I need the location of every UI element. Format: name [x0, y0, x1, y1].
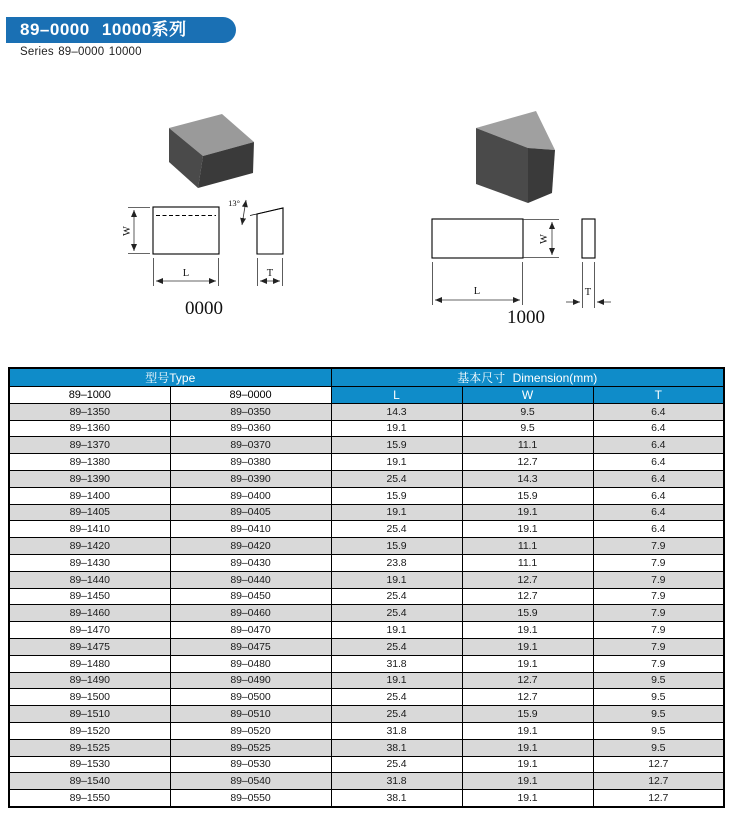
model-cell: 89–1450 [9, 588, 170, 605]
dimension-cell: 25.4 [331, 521, 462, 538]
dimension-cell: 12.7 [593, 756, 724, 773]
type-group-header: 型号Type [9, 368, 331, 387]
table-row [9, 790, 724, 807]
model-cell: 89–1530 [9, 756, 170, 773]
model-cell: 89–1420 [9, 538, 170, 555]
dimension-cell: 31.8 [331, 655, 462, 672]
dimension-cell: 19.1 [331, 622, 462, 639]
dimension-cell: 6.4 [593, 454, 724, 471]
dimension-cell: 12.7 [462, 571, 593, 588]
dimension-cell: 25.4 [331, 706, 462, 723]
dimension-cell: 12.7 [593, 773, 724, 790]
dimension-cell: 7.9 [593, 605, 724, 622]
col-header-T: T [593, 387, 724, 404]
table-row [9, 638, 724, 655]
model-cell: 89–0420 [170, 538, 331, 555]
model-cell: 89–1470 [9, 622, 170, 639]
table-header-columns [9, 387, 724, 404]
dimension-cell: 31.8 [331, 773, 462, 790]
model-cell: 89–0480 [170, 655, 331, 672]
model-cell: 89–1370 [9, 437, 170, 454]
model-cell: 89–1520 [9, 722, 170, 739]
dim-label-t-1000: T [584, 287, 592, 298]
col-header-W: W [462, 387, 593, 404]
dimension-cell: 19.1 [462, 722, 593, 739]
dimension-cell: 19.1 [462, 756, 593, 773]
table-row [9, 504, 724, 521]
table-row [9, 722, 724, 739]
col-header-89-0000: 89–0000 [170, 387, 331, 404]
dimension-cell: 15.9 [331, 487, 462, 504]
dimension-cell: 19.1 [331, 454, 462, 471]
dimension-cell: 9.5 [593, 672, 724, 689]
table-row [9, 756, 724, 773]
model-cell: 89–1430 [9, 554, 170, 571]
model-cell: 89–0500 [170, 689, 331, 706]
iso-block-0000-icon [169, 114, 254, 188]
dimension-cell: 9.5 [462, 420, 593, 437]
table-row [9, 706, 724, 723]
dimension-cell: 19.1 [462, 739, 593, 756]
model-cell: 89–1440 [9, 571, 170, 588]
series-subtitle: Series 89–0000 10000 [20, 46, 142, 58]
dimension-cell: 19.1 [331, 672, 462, 689]
dimension-cell: 19.1 [462, 521, 593, 538]
dimension-cell: 7.9 [593, 554, 724, 571]
dimension-cell: 19.1 [462, 655, 593, 672]
table-row [9, 538, 724, 555]
model-cell: 89–1540 [9, 773, 170, 790]
dimension-cell: 12.7 [593, 790, 724, 807]
table-body [9, 368, 724, 807]
model-cell: 89–0450 [170, 588, 331, 605]
dimension-cell: 15.9 [462, 487, 593, 504]
dimension-cell: 19.1 [462, 638, 593, 655]
model-cell: 89–1490 [9, 672, 170, 689]
table-row [9, 672, 724, 689]
dimension-cell: 19.1 [331, 504, 462, 521]
dimension-cell: 11.1 [462, 437, 593, 454]
table-row [9, 403, 724, 420]
dimension-cell: 9.5 [593, 722, 724, 739]
table-row [9, 487, 724, 504]
model-cell: 89–0525 [170, 739, 331, 756]
dimension-cell: 6.4 [593, 403, 724, 420]
model-cell: 89–0520 [170, 722, 331, 739]
dimension-cell: 31.8 [331, 722, 462, 739]
model-cell: 89–1410 [9, 521, 170, 538]
model-cell: 89–0405 [170, 504, 331, 521]
dim-label-w-0000: W [122, 226, 133, 236]
front-view-1000 [432, 219, 523, 258]
model-cell: 89–1480 [9, 655, 170, 672]
dimension-cell: 25.4 [331, 470, 462, 487]
angle-label-0000: 13° [228, 198, 240, 208]
dimension-cell: 19.1 [462, 622, 593, 639]
model-cell: 89–0460 [170, 605, 331, 622]
model-cell: 89–1360 [9, 420, 170, 437]
figure-label-0000: 0000 [185, 298, 223, 319]
dimension-cell: 11.1 [462, 538, 593, 555]
front-view-0000 [153, 207, 219, 254]
table-row [9, 605, 724, 622]
dimension-cell: 23.8 [331, 554, 462, 571]
model-cell: 89–0350 [170, 403, 331, 420]
table-row [9, 554, 724, 571]
table-row [9, 420, 724, 437]
dimension-cell: 6.4 [593, 437, 724, 454]
iso-block-1000-icon [476, 111, 555, 203]
figure-0000 [122, 114, 283, 319]
dimension-cell: 15.9 [331, 437, 462, 454]
dimension-cell: 19.1 [462, 773, 593, 790]
table-row [9, 739, 724, 756]
dim-label-l-0000: L [182, 268, 190, 279]
model-cell: 89–0360 [170, 420, 331, 437]
dimension-group-header: 基本尺寸 Dimension(mm) [331, 368, 724, 387]
dimension-cell: 14.3 [331, 403, 462, 420]
dimension-cell: 6.4 [593, 420, 724, 437]
dimension-cell: 12.7 [462, 672, 593, 689]
dimension-cell: 25.4 [331, 605, 462, 622]
table-header-groups [9, 368, 724, 387]
model-cell: 89–1390 [9, 470, 170, 487]
table-row [9, 773, 724, 790]
model-cell: 89–1380 [9, 454, 170, 471]
spec-table [8, 367, 725, 808]
model-cell: 89–0390 [170, 470, 331, 487]
dim-label-w-1000: W [539, 234, 550, 244]
dimension-cell: 38.1 [331, 739, 462, 756]
model-cell: 89–1350 [9, 403, 170, 420]
model-cell: 89–0470 [170, 622, 331, 639]
dimension-cell: 19.1 [462, 790, 593, 807]
dimension-cell: 9.5 [593, 689, 724, 706]
table-row [9, 588, 724, 605]
table-row [9, 571, 724, 588]
dimension-cell: 19.1 [331, 571, 462, 588]
dimension-cell: 7.9 [593, 538, 724, 555]
table-row [9, 521, 724, 538]
model-cell: 89–0475 [170, 638, 331, 655]
dimension-cell: 7.9 [593, 571, 724, 588]
model-cell: 89–0490 [170, 672, 331, 689]
model-cell: 89–0370 [170, 437, 331, 454]
dimension-cell: 12.7 [462, 454, 593, 471]
model-cell: 89–0440 [170, 571, 331, 588]
dimension-cell: 9.5 [462, 403, 593, 420]
dim-label-t-0000: T [266, 268, 274, 279]
model-cell: 89–1400 [9, 487, 170, 504]
dim-label-l-1000: L [473, 286, 481, 297]
table-row [9, 437, 724, 454]
dimension-cell: 25.4 [331, 638, 462, 655]
model-cell: 89–1500 [9, 689, 170, 706]
model-cell: 89–0400 [170, 487, 331, 504]
dimension-cell: 25.4 [331, 689, 462, 706]
dimension-cell: 6.4 [593, 487, 724, 504]
table-row [9, 470, 724, 487]
table-row [9, 622, 724, 639]
dimension-cell: 6.4 [593, 521, 724, 538]
dimension-cell: 15.9 [462, 605, 593, 622]
dimension-cell: 6.4 [593, 504, 724, 521]
model-cell: 89–0510 [170, 706, 331, 723]
side-view-1000 [582, 219, 595, 258]
dimension-cell: 25.4 [331, 588, 462, 605]
dimension-cell: 12.7 [462, 588, 593, 605]
figure-label-1000: 1000 [507, 307, 545, 328]
col-header-L: L [331, 387, 462, 404]
series-title-banner: 89–0000 10000系列 [6, 17, 236, 43]
dimension-cell: 7.9 [593, 622, 724, 639]
model-cell: 89–1460 [9, 605, 170, 622]
figure-1000 [432, 111, 611, 328]
dimension-cell: 7.9 [593, 588, 724, 605]
model-cell: 89–0540 [170, 773, 331, 790]
dimension-cell: 7.9 [593, 638, 724, 655]
table-row [9, 689, 724, 706]
technical-drawings [0, 0, 731, 360]
model-cell: 89–1525 [9, 739, 170, 756]
model-cell: 89–0530 [170, 756, 331, 773]
model-cell: 89–0550 [170, 790, 331, 807]
dimension-cell: 25.4 [331, 756, 462, 773]
dimension-cell: 15.9 [462, 706, 593, 723]
dimension-cell: 19.1 [462, 504, 593, 521]
model-cell: 89–0380 [170, 454, 331, 471]
col-header-89-1000: 89–1000 [9, 387, 170, 404]
dimension-cell: 11.1 [462, 554, 593, 571]
model-cell: 89–0410 [170, 521, 331, 538]
dimension-cell: 38.1 [331, 790, 462, 807]
dimension-cell: 9.5 [593, 739, 724, 756]
dimension-cell: 12.7 [462, 689, 593, 706]
dimension-cell: 6.4 [593, 470, 724, 487]
dimension-cell: 14.3 [462, 470, 593, 487]
model-cell: 89–0430 [170, 554, 331, 571]
model-cell: 89–1405 [9, 504, 170, 521]
dimension-cell: 19.1 [331, 420, 462, 437]
model-cell: 89–1475 [9, 638, 170, 655]
table-row [9, 655, 724, 672]
dimension-cell: 9.5 [593, 706, 724, 723]
table-row [9, 454, 724, 471]
dimension-cell: 7.9 [593, 655, 724, 672]
side-view-0000 [257, 208, 283, 254]
model-cell: 89–1550 [9, 790, 170, 807]
model-cell: 89–1510 [9, 706, 170, 723]
dimension-cell: 15.9 [331, 538, 462, 555]
